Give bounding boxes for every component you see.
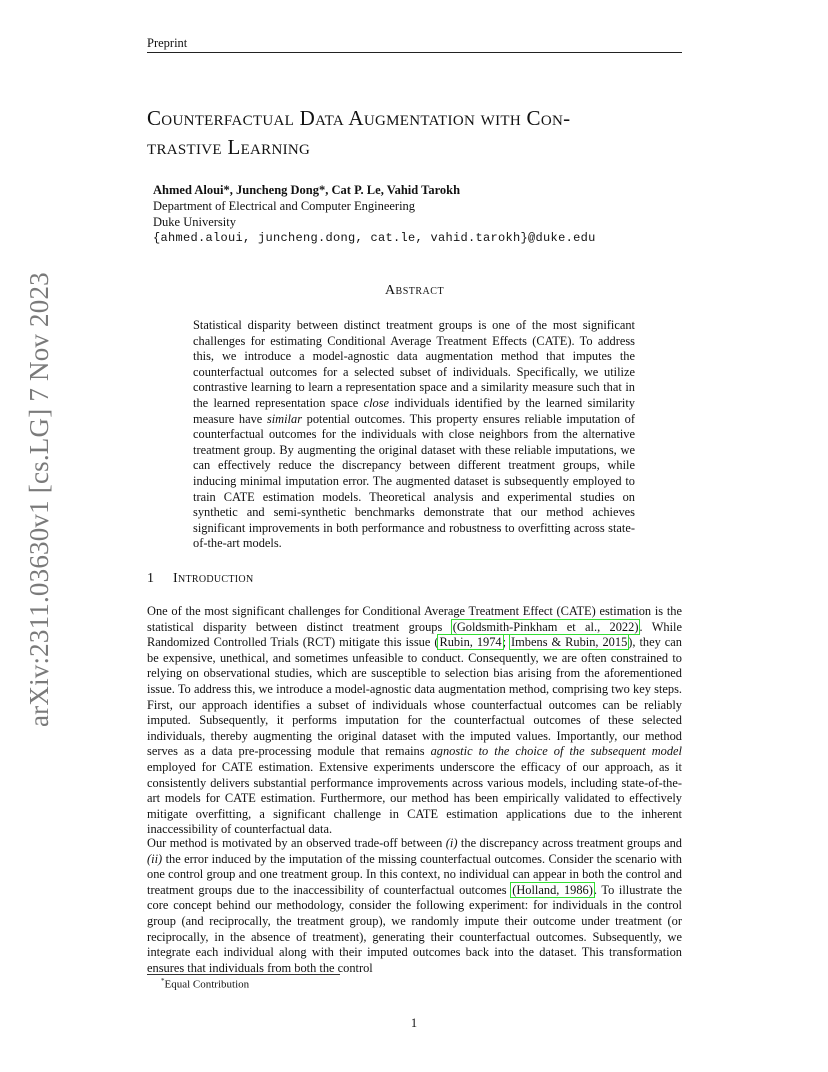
p1-text-5: employed for CATE estimation. Extensive experiments underscore the efficacy of our approach, as it consistently delivers substantial performance improvements across various models, including state-of-the-art models for CATE estimation. Furthermore, our method has been empirically validated to effectively mitigate overfitting, a significant challenge in CATE estimation applications due to the inherent inaccessibility of counterfactual data.: [147, 759, 682, 837]
section-number: 1: [147, 571, 155, 586]
abstract-part-c: potential outcomes. This property ensures reliable imputation of counterfactual outcomes for the individuals with close neighbors from the alternative treatment group. By augmenting the original dataset with these reliable imputations, we can effectively reduce the discrepancy between different treatment groups, while inducing minimal imputation error. The augmented dataset is subsequently employed to train CATE estimation models. Theoretical analysis and experimental studies on synthetic and semi-synthetic benchmarks demonstrate that our method achieves significant improvements in both performance and robustness to overfitting across state-of-the-art models.: [193, 411, 635, 551]
p1-text-2: . While Randomized Controlled Trials (RCT) mitigate this issue (: [147, 619, 682, 650]
p2-text-3: the error induced by the imputation of the missing counterfactual outcomes. Consider the scenario with one control group and one treatment group. In this context, no individual can appear in both the control and treatment groups due to the inaccessibility of counterfactual outcomes: [147, 851, 682, 897]
author-emails[interactable]: {ahmed.aloui, juncheng.dong, cat.le, vahid.tarokh}@duke.edu: [153, 231, 596, 245]
citation-rubin-1974[interactable]: Rubin, 1974: [439, 635, 502, 650]
p2-em-ii: (ii): [147, 851, 163, 866]
footnote: [161, 977, 249, 991]
p1-text-1: One of the most significant challenges for Conditional Average Treatment Effect (CATE) estimation is the statistical disparity between distinct treatment groups: [147, 604, 682, 634]
abstract-text: [193, 318, 635, 552]
citation-goldsmith-pinkham[interactable]: (Goldsmith-Pinkham et al., 2022): [452, 619, 639, 634]
citation-holland-1986[interactable]: (Holland, 1986): [512, 882, 593, 897]
header-rule: [147, 52, 682, 53]
footnote-mark: *: [161, 977, 165, 985]
p2-text-4: . To illustrate the core concept behind our methodology, consider the following experiment: for individuals in the control group (and reciprocally, the treatment group), we randomly impute their outcome under treatment (or reciprocally, in the absence of treatment), generating their counterfactual outcomes. Subsequently, we integrate each individual along with their imputed outcomes back into the dataset. This transformation ensures that individuals from both the control: [147, 882, 682, 975]
p1-emphasis: agnostic to the choice of the subsequent model: [430, 744, 682, 759]
abstract-heading: Abstract: [384, 283, 445, 298]
author-university: Duke University: [153, 215, 236, 229]
title-line-1: Counterfactual Data Augmentation with Con-: [147, 106, 571, 130]
p2-em-i: (i): [445, 836, 458, 850]
author-department: Department of Electrical and Computer Engineering: [153, 199, 416, 213]
abstract-part-a: Statistical disparity between distinct treatment groups is one of the most significant challenges for estimating Conditional Average Treatment Effects (CATE). To address this, we introduce a model-agnostic data augmentation method that imputes the counterfactual outcomes for a selected subset of individuals. Specifically, we utilize contrastive learning to learn a representation space and a similarity measure such that in the learned representation space: [193, 318, 635, 410]
p1-text-4: ), they can be expensive, unethical, and sometimes unfeasible to conduct. Consequently, we are often constrained to relying on observational studies, which are susceptible to selection bias arising from the aforementioned issue. To address this, we introduce a model-agnostic data augmentation method, comprising two key steps. First, our approach identifies a subset of individuals whose counterfactual outcomes can be reliably imputed. Subsequently, it performs imputation for the counterfactual outcomes of these selected individuals, thereby augmenting the original dataset with the imputed values. Importantly, our method serves as a data pre-processing module that remains: [147, 635, 682, 759]
footnote-text: Equal Contribution: [164, 978, 250, 991]
section-title: Introduction: [173, 571, 254, 586]
abstract-part-b: individuals identified by the learned similarity measure have: [193, 395, 635, 426]
title-line-2: trastive Learning: [147, 135, 311, 159]
intro-paragraph-1: [147, 604, 682, 838]
intro-paragraph-2: [147, 836, 682, 976]
footnote-rule: [147, 974, 340, 975]
author-names: Ahmed Aloui*, Juncheng Dong*, Cat P. Le, Vahid Tarokh: [153, 183, 461, 197]
paper-title: [147, 104, 707, 162]
abstract-em-close: close: [363, 395, 390, 410]
running-header: Preprint: [147, 36, 188, 50]
p1-text-3: ;: [502, 635, 511, 650]
p2-text-1: Our method is motivated by an observed trade-off between: [147, 836, 446, 850]
author-block: [153, 182, 673, 246]
citation-imbens-rubin-2015[interactable]: Imbens & Rubin, 2015: [511, 635, 628, 650]
section-heading-introduction: [147, 571, 682, 587]
page-number: 1: [410, 1016, 418, 1030]
abstract-em-similar: similar: [266, 411, 303, 426]
p2-text-2: the discrepancy across treatment groups and: [457, 836, 682, 850]
arxiv-stamp[interactable]: arXiv:2311.03630v1 [cs.LG] 7 Nov 2023: [24, 272, 54, 727]
